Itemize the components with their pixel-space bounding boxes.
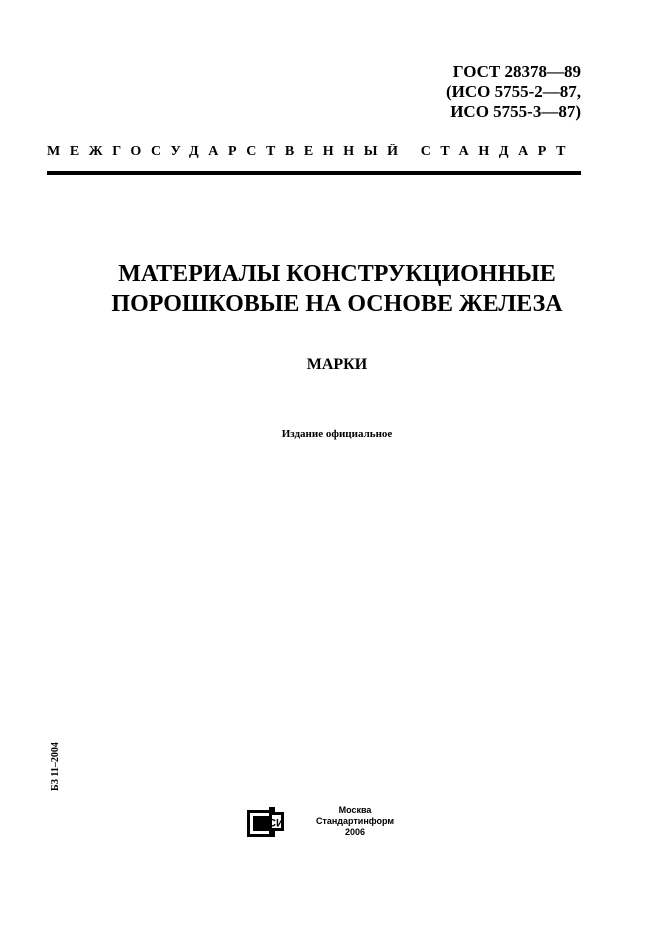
designation-line-3: ИСО 5755-3—87) [450, 102, 581, 121]
interstate-standard-heading: МЕЖГОСУДАРСТВЕННЫЙ СТАНДАРТ [47, 144, 576, 159]
edition-note: Издание официальное [281, 428, 393, 440]
document-title [47, 259, 627, 319]
publisher-block [300, 805, 410, 838]
publisher-name: Стандартинформ [315, 816, 395, 826]
title-line-1: МАТЕРИАЛЫ КОНСТРУКЦИОННЫЕ [118, 261, 556, 287]
side-code: БЗ 11–2004 [50, 742, 61, 791]
logo-text: СИ [268, 817, 284, 830]
designation-line-2: (ИСО 5755-2—87, [445, 82, 581, 101]
header-divider [47, 171, 581, 175]
standards-publisher-logo-icon [247, 806, 287, 838]
logo-graphic [247, 806, 287, 838]
document-subtitle: МАРКИ [306, 356, 368, 373]
standard-designation [446, 62, 581, 122]
publisher-city: Москва [338, 805, 372, 815]
title-line-2: ПОРОШКОВЫЕ НА ОСНОВЕ ЖЕЛЕЗА [111, 291, 563, 317]
publisher-year: 2006 [344, 827, 366, 837]
designation-line-1: ГОСТ 28378—89 [452, 62, 581, 81]
